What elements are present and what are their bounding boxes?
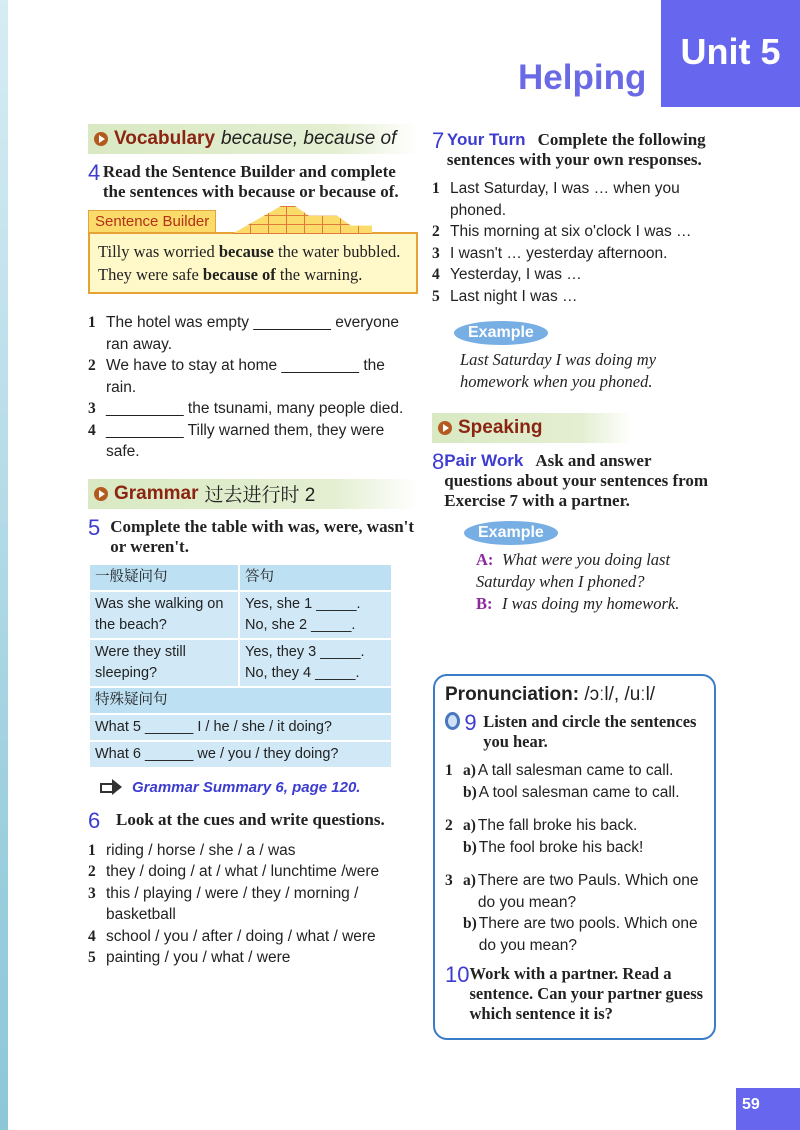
right-column: [432, 130, 722, 615]
brick-wall-decoration: [232, 206, 372, 234]
exercise-4-items: [88, 312, 418, 463]
list-item: 4 Yesterday, I was …: [432, 266, 582, 283]
pronunciation-box: [433, 674, 716, 1040]
list-item: 1 The hotel was empty _________ everyone ran away.: [88, 314, 399, 353]
section-play-icon: [94, 487, 108, 501]
table-row: What 6 ______ we / you / they doing?: [89, 741, 392, 768]
left-column: [88, 124, 418, 969]
page-edge-decoration: [0, 0, 8, 1130]
example-badge: Example: [464, 521, 558, 545]
page-number: 59: [736, 1088, 800, 1130]
pronunciation-group-3: 3 a) There are two Pauls. Which one do you mean? b) There are two pools. Which one do you mean?: [445, 872, 699, 954]
exercise-8: 8 Pair Work Ask and answer questions about your sentences from Exercise 7 with a partner.: [432, 449, 709, 510]
sentence-builder-label: Sentence Builder: [88, 210, 216, 232]
exercise-4: 4 Read the Sentence Builder and complete the sentences with because or because of.: [88, 162, 418, 202]
exercise-4-instruction: Read the Sentence Builder and complete the sentences with because or because of.: [102, 162, 399, 201]
table-header: 一般疑问句: [89, 564, 239, 591]
list-item: 4 school / you / after / doing / what / were: [88, 927, 376, 945]
section-play-icon: [438, 421, 452, 435]
sentence-builder-box: Tilly was worried because the water bubbled. They were safe because of the warning.: [88, 232, 418, 294]
pronunciation-group-2: 2 a) The fall broke his back. b) The fool broke his back!: [445, 817, 644, 856]
exercise-10: 10 Work with a partner. Read a sentence. Can your partner guess which sentence it is?: [445, 962, 704, 1023]
pronunciation-group-1: 1 a) A tall salesman came to call. b) A tool salesman came to call.: [445, 762, 680, 801]
sentence-builder: [88, 210, 418, 294]
table-row: What 5 ______ I / he / she / it doing?: [89, 714, 392, 741]
list-item: 3 _________ the tsunami, many people died.: [88, 400, 404, 417]
exercise-6: 6 Look at the cues and write questions.: [88, 807, 385, 833]
list-item: 2 they / doing / at / what / lunchtime /were: [88, 863, 380, 880]
section-play-icon: [94, 132, 108, 146]
example-7: Example Last Saturday I was doing my homework when you phoned.: [432, 321, 722, 393]
table-header: 答句: [239, 564, 392, 591]
list-item: 4 _________ Tilly warned them, they were safe.: [88, 421, 385, 460]
list-item: 5 Last night I was …: [432, 287, 578, 305]
exercise-7: 7 Your Turn Complete the following sentences with your own responses.: [432, 128, 706, 169]
exercise-6-items: [88, 840, 418, 969]
unit-subtitle: Helping: [518, 58, 647, 97]
vocabulary-heading: Vocabulary because, because of: [88, 124, 418, 154]
exercise-9: 9 Listen and circle the sentences you hear.: [445, 712, 704, 752]
list-item: 2 This morning at six o'clock I was …: [432, 223, 692, 240]
list-item: 5 painting / you / what / were: [88, 949, 291, 966]
example-badge: Example: [454, 321, 548, 345]
table-header: 特殊疑问句: [89, 687, 392, 714]
unit-tab: Unit 5: [661, 0, 800, 107]
grammar-table: [88, 563, 393, 769]
grammar-heading: Grammar 过去进行时 2: [88, 479, 418, 509]
list-item: 3 this / playing / were / they / morning / basketball: [88, 884, 359, 923]
table-row: Was she walking on the beach? Yes, she 1 _____. No, she 2 _____.: [89, 591, 392, 639]
list-item: 1 riding / horse / she / a / was: [88, 841, 296, 859]
speaking-heading: Speaking: [432, 413, 632, 443]
audio-cd-icon[interactable]: [445, 712, 460, 730]
table-row: Were they still sleeping? Yes, they 3 _____. No, they 4 _____.: [89, 639, 392, 687]
grammar-summary-link[interactable]: Grammar Summary 6, page 120.: [100, 779, 418, 796]
list-item: 2 We have to stay at home _________ the rain.: [88, 357, 385, 396]
arrow-right-icon: [100, 779, 122, 795]
list-item: 3 I wasn't … yesterday afternoon.: [432, 244, 668, 262]
list-item: 1 Last Saturday, I was … when you phoned.: [432, 180, 680, 219]
exercise-5: 5 Complete the table with was, were, wasn't or weren't.: [88, 514, 415, 556]
exercise-7-items: [432, 178, 722, 307]
example-8: Example A: What were you doing last Saturday when I phoned? B: I was doing my homework.: [432, 521, 722, 615]
pronunciation-title: Pronunciation: /ɔːl/, /uːl/: [445, 684, 656, 705]
